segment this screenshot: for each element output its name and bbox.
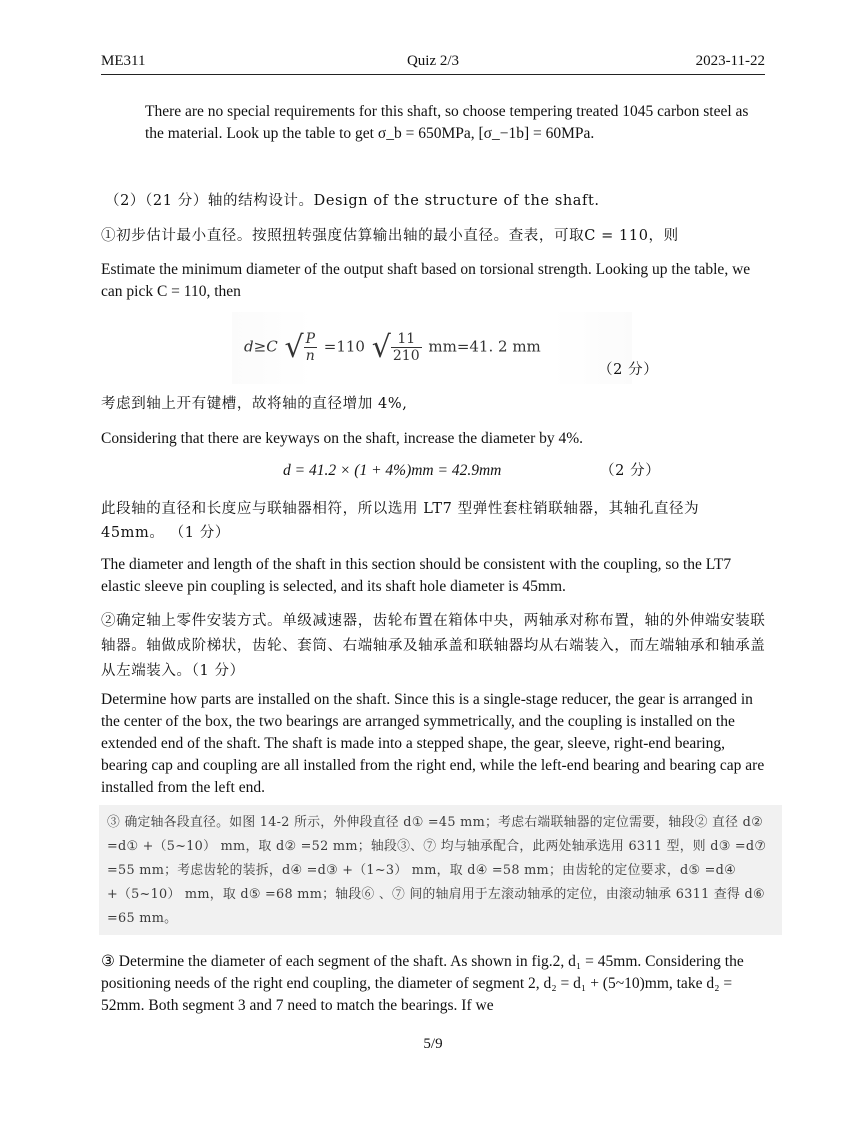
scan-text: ③ 确定轴各段直径。如图 14-2 所示，外伸段直径 d① =45 mm；考虑右端联轴器的定位需要，轴段② 直径 d② =d① +（5~10） mm，取 d② =52 mm；轴段③、⑦ 均与轴承配合，此两处轴承选用 6311 型，则 d③ =d⑦ =55 mm；考虑齿轮的装拆，d④ =d③ +（1~3） mm，取 d④ =58 mm；由齿轮的定位要求，d⑤ =d④ +（5~10） mm，取 d⑤ =68 mm；轴段⑥ 、⑦ 间的轴肩用于左滚动轴承的定位，由滚动轴承 6311 查得 d⑥ =65 mm。 <box>107 815 767 926</box>
formula-1: d≥C √ $\frac{P}{n}$ =110 √ $\frac{11}{210}$ mm=41. 2 mm <box>244 330 541 365</box>
coupling-english: The diameter and length of the shaft in this section should be consistent with the coupling, so the LT7 elastic sleeve pin coupling is selected, and its shaft hole diameter is 45mm. <box>101 556 732 595</box>
material-paragraph: There are no special requirements for this shaft, so choose tempering treated 1045 carbon steel as the material. Look up the table to get σ_b = 650MPa, [σ_−1b] = 60MPa. <box>145 103 749 142</box>
step-2-chinese: ②确定轴上零件安装方式。单级减速器，齿轮布置在箱体中央，两轴承对称布置，轴的外伸端安装联轴器。轴做成阶梯状，齿轮、套筒、右端轴承及轴承盖和联轴器均从右端装入，而左端轴承和轴承盖从左端装入。（1 分） <box>101 613 766 679</box>
step-1-chinese: ①初步估计最小直径。按照扭转强度估算输出轴的最小直径。查表，可取C = 110，则 <box>101 228 679 244</box>
step-2-english: Determine how parts are installed on the shaft. Since this is a single-stage reducer, the gear is arranged in the center of the box, the two bearings are arranged symmetrically, and the coupling is installed on the extended end of the shaft. The shaft is made into a stepped shape, the gear, sleeve, right-end bearing, bearing cap and coupling are all installed from the right end, while the left-end bearing and bearing cap are installed from the left end. <box>101 691 765 796</box>
formula-2-points: （2 分） <box>600 463 661 479</box>
section-2-heading: （2）（21 分）轴的结构设计。Design of the structure of the shaft. <box>105 193 600 209</box>
quiz-date: 2023-11-22 <box>695 53 765 69</box>
step-1-english: Estimate the minimum diameter of the output shaft based on torsional strength. Looking up the table, we can pick C = 110, then <box>101 261 751 300</box>
textbook-scan-excerpt <box>99 805 782 935</box>
step-3-english: ③ Determine the diameter of each segment of the shaft. As shown in fig.2, d₁ = 45mm. Considering the positioning needs of the right end coupling, the diameter of segment 2, d₂ = d₁ + (5~10)mm, take d₂ = 52mm. Both segment 3 and 7 need to match the bearings. If we <box>101 953 744 1014</box>
coupling-chinese: 此段轴的直径和长度应与联轴器相符，所以选用 LT7 型弹性套柱销联轴器，其轴孔直径为 45mm。 （1 分） <box>101 501 700 541</box>
page-header <box>101 50 765 75</box>
formula-2: d = 41.2 × (1 + 4%)mm = 42.9mm <box>283 462 502 479</box>
quiz-title: Quiz 2/3 <box>406 53 460 69</box>
keyway-chinese: 考虑到轴上开有键槽，故将轴的直径增加 4%, <box>101 396 408 412</box>
course-code: ME311 <box>101 53 146 69</box>
page-number: 5/9 <box>423 1036 443 1052</box>
formula-1-points: （2 分） <box>598 362 659 378</box>
keyway-english: Considering that there are keyways on the shaft, increase the diameter by 4%. <box>101 430 584 447</box>
